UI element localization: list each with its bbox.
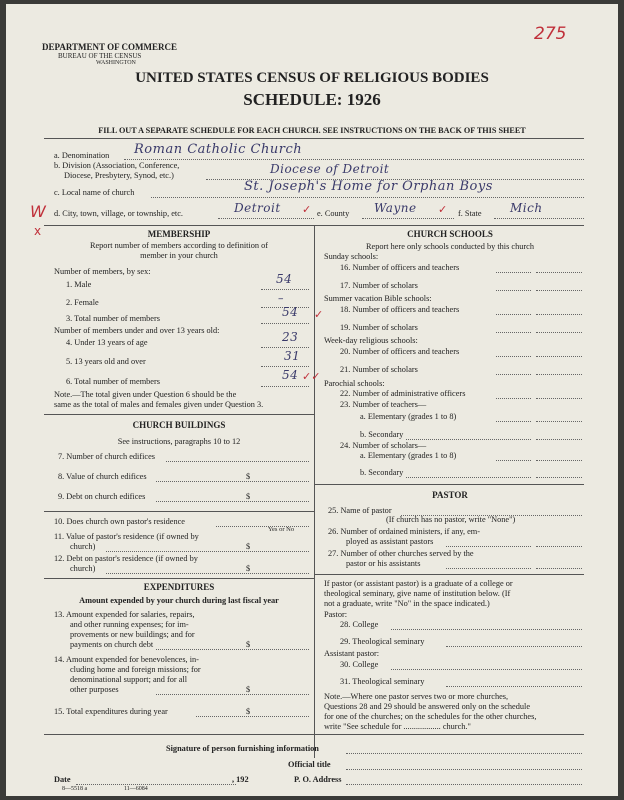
q2-value: – xyxy=(278,292,284,305)
local-name-value: St. Joseph's Home for Orphan Boys xyxy=(244,179,493,194)
yes-or-no-label: Yes or No xyxy=(268,526,295,533)
q23-label: 23. Number of teachers— xyxy=(340,400,427,409)
signature-line xyxy=(346,753,582,754)
q30-label: 30. College xyxy=(340,660,379,669)
pastor-note-1: Note.—Where one pastor serves two or more churches, xyxy=(324,692,509,701)
q23b-line-b xyxy=(536,439,582,440)
official-title-label: Official title xyxy=(288,760,331,769)
print-code: 11—6084 xyxy=(124,786,148,792)
q19-line-b xyxy=(536,332,582,333)
expenditures-heading: EXPENDITURES xyxy=(143,582,215,592)
pastor-note-3: for one of the churches; on the schedules for the other churches, xyxy=(324,712,537,721)
q7-line xyxy=(166,461,309,462)
q23b-label: b. Secondary xyxy=(360,430,404,439)
membership-note: Note.—The total given under Question 6 should be the xyxy=(54,390,237,399)
q15-label: 15. Total expenditures during year xyxy=(54,707,168,716)
q11-label: 11. Value of pastor's residence (if owned by xyxy=(54,532,199,541)
q28-line xyxy=(391,629,582,630)
county-line xyxy=(362,218,454,219)
q12-dollar: $ xyxy=(246,564,251,573)
q18-line-a xyxy=(496,314,531,315)
bureau-label: BUREAU OF THE CENSUS xyxy=(58,52,142,60)
q26-line-a xyxy=(446,546,531,547)
q19-label: 19. Number of scholars xyxy=(340,323,418,332)
q20-label: 20. Number of officers and teachers xyxy=(340,347,460,356)
county-label: e. County xyxy=(317,209,350,218)
q13-label-2: and other running expenses; for im- xyxy=(70,620,189,629)
margin-x-mark: x xyxy=(34,224,42,238)
q9-label: 9. Debt on church edifices xyxy=(58,492,146,501)
pastor-rule xyxy=(315,484,584,485)
state-line xyxy=(494,218,584,219)
form-title: UNITED STATES CENSUS OF RELIGIOUS BODIES xyxy=(135,70,489,86)
q8-dollar: $ xyxy=(246,472,251,481)
q10-label: 10. Does church own pastor's residence xyxy=(54,517,185,526)
q12-label: 12. Debt on pastor's residence (if owned by xyxy=(54,554,198,563)
q17-line-a xyxy=(496,290,531,291)
q24b-label: b. Secondary xyxy=(360,468,404,477)
division-value: Diocese of Detroit xyxy=(270,162,390,176)
pastor-heading: PASTOR xyxy=(432,490,468,500)
q24a-label: a. Elementary (grades 1 to 8) xyxy=(360,451,457,460)
q25-label: 25. Name of pastor xyxy=(328,506,392,515)
expenditures-rule xyxy=(44,578,314,579)
q27-label: 27. Number of other churches served by the xyxy=(328,549,474,558)
q13-label-3: provements or new buildings; and for xyxy=(70,630,195,639)
weekday-label: Week-day religious schools: xyxy=(324,336,418,345)
q29-label: 29. Theological seminary xyxy=(340,637,425,646)
pastor-sub-label: Pastor: xyxy=(324,610,348,619)
q12-label-2: church) xyxy=(70,564,96,573)
q24b-line-a xyxy=(406,477,531,478)
census-schedule-page xyxy=(6,4,618,796)
q5-line xyxy=(261,366,309,367)
q22-label: 22. Number of administrative officers xyxy=(340,389,466,398)
summer-label: Summer vacation Bible schools: xyxy=(324,294,432,303)
q15-line xyxy=(196,716,309,717)
q20-line-b xyxy=(536,356,582,357)
q13-label: 13. Amount expended for salaries, repairs, xyxy=(54,610,195,619)
q19-line-a xyxy=(496,332,531,333)
margin-w-mark: W xyxy=(30,202,46,221)
q13-label-4: payments on church debt xyxy=(70,640,154,649)
q14-label-3: denominational support; and for all xyxy=(70,675,188,684)
state-value: Mich xyxy=(510,201,543,215)
q3-check: ✓ xyxy=(314,308,324,321)
q4-label: 4. Under 13 years of age xyxy=(66,338,148,347)
date-line xyxy=(76,784,236,785)
sunday-label: Sunday schools: xyxy=(324,252,379,261)
q5-label: 5. 13 years old and over xyxy=(66,357,146,366)
department-label: DEPARTMENT OF COMMERCE xyxy=(42,42,178,52)
stamp-number: 275 xyxy=(534,24,567,44)
state-label: f. State xyxy=(458,209,482,218)
city-line xyxy=(218,218,314,219)
date-label: Date xyxy=(54,775,71,784)
expenditures-sub: Amount expended by your church during last fiscal year xyxy=(79,596,279,605)
date-year-label: , 192 xyxy=(232,775,249,784)
q16-label: 16. Number of officers and teachers xyxy=(340,263,460,272)
q18-label: 18. Number of officers and teachers xyxy=(340,305,460,314)
members-by-age-label: Number of members under and over 13 years old: xyxy=(54,326,220,335)
buildings-sub: See instructions, paragraphs 10 to 12 xyxy=(117,437,241,446)
local-name-label: c. Local name of church xyxy=(54,188,135,197)
q24b-line-b xyxy=(536,477,582,478)
po-address-line xyxy=(346,784,582,785)
local-name-line xyxy=(151,197,584,198)
q8-line xyxy=(156,481,309,482)
q16-line-b xyxy=(536,272,582,273)
q6-check: ✓✓ xyxy=(302,370,321,383)
q11-dollar: $ xyxy=(246,542,251,551)
top-rule xyxy=(44,138,584,139)
q9-dollar: $ xyxy=(246,492,251,501)
schedule-title: SCHEDULE: 1926 xyxy=(243,90,381,109)
q23a-label: a. Elementary (grades 1 to 8) xyxy=(360,412,457,421)
q29-line xyxy=(446,646,582,647)
q3-line xyxy=(261,323,309,324)
division-label-2: Diocese, Presbytery, Synod, etc.) xyxy=(64,171,174,180)
membership-sub2: member in your church xyxy=(140,251,218,260)
q21-line-b xyxy=(536,374,582,375)
q22-line-a xyxy=(496,398,531,399)
q1-value: 54 xyxy=(276,272,293,286)
footer-rule xyxy=(44,734,584,735)
q27-label-2: pastor or his assistants xyxy=(346,559,421,568)
membership-heading: MEMBERSHIP xyxy=(147,229,211,239)
buildings-rule xyxy=(44,414,314,415)
q24a-line-b xyxy=(536,460,582,461)
q6-line xyxy=(261,386,309,387)
graduate-text-3: not a graduate, write "No" in the space indicated.) xyxy=(324,599,490,608)
q16-line-a xyxy=(496,272,531,273)
q3-value: 54 xyxy=(282,305,299,319)
county-check: ✓ xyxy=(438,203,448,216)
graduate-rule xyxy=(315,574,584,575)
q14-label-4: other purposes xyxy=(70,685,119,694)
members-by-sex-label: Number of members, by sex: xyxy=(54,267,151,276)
q4-value: 23 xyxy=(282,330,299,344)
county-value: Wayne xyxy=(374,201,417,215)
q18-line-b xyxy=(536,314,582,315)
membership-note-2: same as the total of males and females given under Question 3. xyxy=(54,400,264,409)
q2-label: 2. Female xyxy=(66,298,99,307)
q22-line-b xyxy=(536,398,582,399)
q14-line xyxy=(156,694,309,695)
q26-label-2: ployed as assistant pastors xyxy=(346,537,434,546)
q23b-line-a xyxy=(406,439,531,440)
q14-label-2: cluding home and foreign missions; for xyxy=(70,665,201,674)
q14-dollar: $ xyxy=(246,685,251,694)
form-number: 8—5518 a xyxy=(62,786,88,792)
pastor-note-4: write "See schedule for .................. church." xyxy=(324,722,471,731)
division-label: b. Division (Association, Conference, xyxy=(54,161,180,170)
city-label: WASHINGTON xyxy=(96,60,136,66)
q28-label: 28. College xyxy=(340,620,379,629)
q20-line-a xyxy=(496,356,531,357)
denomination-value: Roman Catholic Church xyxy=(134,142,303,157)
q24-label: 24. Number of scholars— xyxy=(340,441,427,450)
q13-line xyxy=(156,649,309,650)
city-value: Detroit xyxy=(234,201,281,215)
q1-label: 1. Male xyxy=(66,280,92,289)
q26-label: 26. Number of ordained ministers, if any, em- xyxy=(328,527,480,536)
q14-label: 14. Amount expended for benevolences, in- xyxy=(54,655,199,664)
schools-sub: Report here only schools conducted by this church xyxy=(366,242,534,251)
q9-line xyxy=(156,501,309,502)
q11-label-2: church) xyxy=(70,542,96,551)
residence-rule xyxy=(44,511,314,512)
q15-dollar: $ xyxy=(246,707,251,716)
q27-line-b xyxy=(536,568,582,569)
q17-label: 17. Number of scholars xyxy=(340,281,418,290)
city-check: ✓ xyxy=(302,203,312,216)
q4-line xyxy=(261,347,309,348)
q3-label: 3. Total number of members xyxy=(66,314,160,323)
membership-sub1: Report number of members according to definition of xyxy=(89,241,269,250)
q6-label: 6. Total number of members xyxy=(66,377,160,386)
q21-label: 21. Number of scholars xyxy=(340,365,418,374)
city-label-field: d. City, town, village, or township, etc. xyxy=(54,209,183,218)
q17-line-b xyxy=(536,290,582,291)
official-title-line xyxy=(346,769,582,770)
instruction-line: FILL OUT A SEPARATE SCHEDULE FOR EACH CHURCH. SEE INSTRUCTIONS ON THE BACK OF THIS SHEET xyxy=(98,126,526,135)
q23a-line-b xyxy=(536,421,582,422)
q26-line-b xyxy=(536,546,582,547)
q5-value: 31 xyxy=(284,349,301,363)
q8-label: 8. Value of church edifices xyxy=(58,472,147,481)
po-address-label: P. O. Address xyxy=(294,775,342,784)
buildings-heading: CHURCH BUILDINGS xyxy=(132,420,226,430)
denomination-label: a. Denomination xyxy=(54,151,110,160)
q23a-line-a xyxy=(496,421,531,422)
denomination-line xyxy=(124,159,584,160)
q1-line xyxy=(261,289,309,290)
q21-line-a xyxy=(496,374,531,375)
graduate-text-1: If pastor (or assistant pastor) is a graduate of a college or xyxy=(324,579,513,588)
q10-line xyxy=(216,526,309,527)
q31-line xyxy=(446,686,582,687)
q24a-line-a xyxy=(496,460,531,461)
parochial-label: Parochial schools: xyxy=(324,379,385,388)
q27-line-a xyxy=(446,568,531,569)
q11-line xyxy=(106,551,309,552)
graduate-text-2: theological seminary, give name of institution below. (If xyxy=(324,589,511,598)
pastor-note-2: Questions 28 and 29 should be answered only on the schedule xyxy=(324,702,531,711)
signature-label: Signature of person furnishing information xyxy=(166,744,319,753)
q31-label: 31. Theological seminary xyxy=(340,677,425,686)
q30-line xyxy=(391,669,582,670)
q7-label: 7. Number of church edifices xyxy=(58,452,155,461)
q13-dollar: $ xyxy=(246,640,251,649)
q25-note: (If church has no pastor, write "None") xyxy=(386,515,516,524)
schools-heading: CHURCH SCHOOLS xyxy=(407,229,493,239)
assistant-pastor-label: Assistant pastor: xyxy=(324,649,380,658)
q12-line xyxy=(106,573,309,574)
q6-value: 54 xyxy=(282,368,299,382)
